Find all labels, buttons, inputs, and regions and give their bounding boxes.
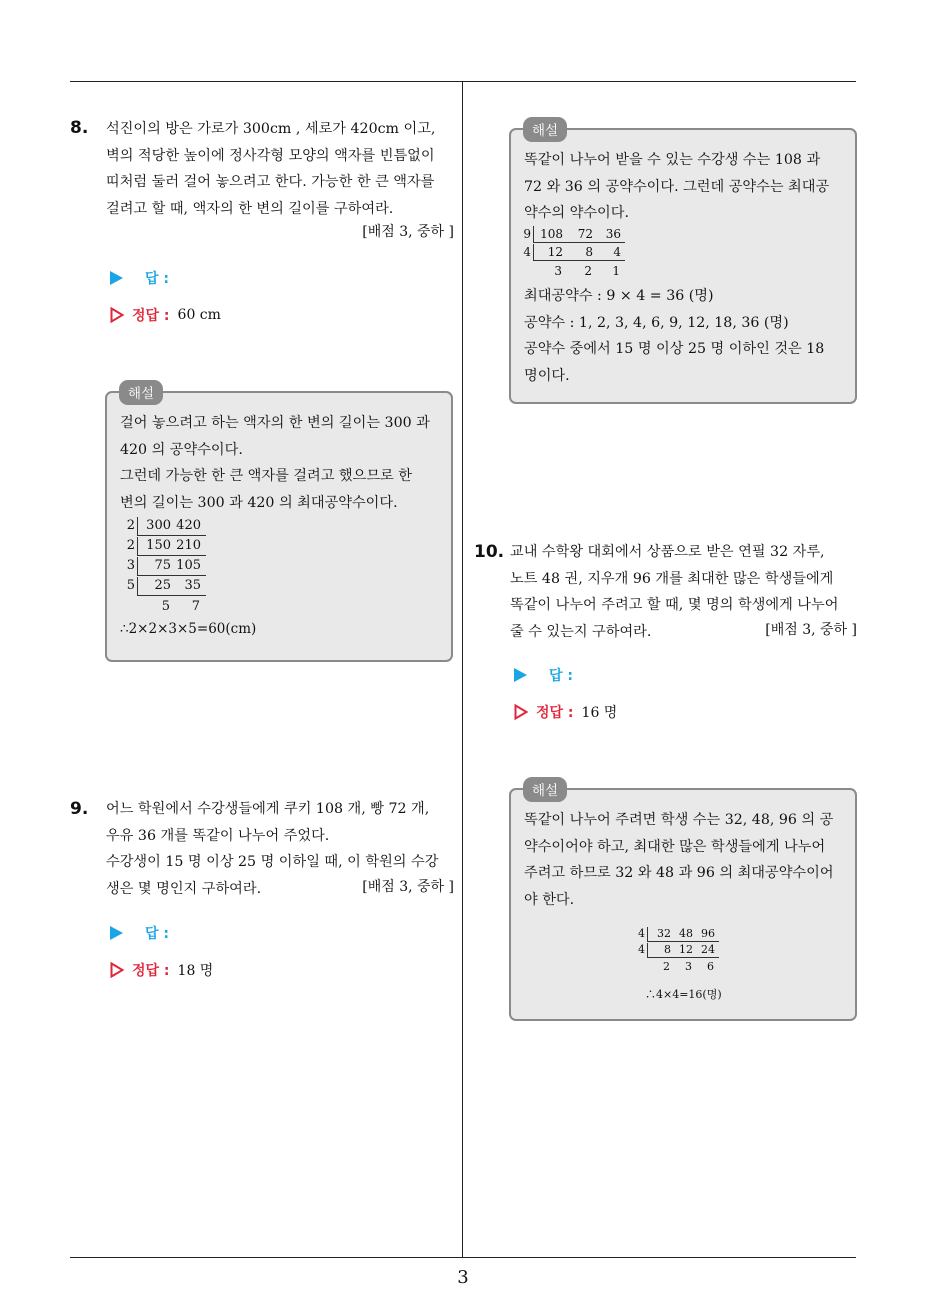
- question-9-correct-row: [110, 960, 213, 980]
- explanation-line: 야 한다.: [524, 891, 575, 908]
- divisor: 9: [523, 227, 531, 241]
- explanation-line: 약수이어야 하고, 최대한 많은 학생들에게 나누어: [524, 838, 826, 855]
- question-8-answer-row: [110, 268, 169, 288]
- page-number: 3: [457, 1267, 469, 1288]
- explanation-line: 걸어 놓으려고 하는 액자의 한 변의 길이는 300 과: [120, 415, 430, 431]
- division-value: 108: [540, 227, 563, 241]
- divisor: 4: [638, 943, 645, 956]
- division-row: [117, 596, 206, 616]
- division-value: 36: [605, 227, 621, 241]
- division-value: 1: [612, 264, 620, 278]
- division-value: 2: [663, 960, 670, 973]
- question-line: 어느 학원에서 수강생들에게 쿠키 108 개, 빵 72 개,: [106, 801, 430, 817]
- division-value: 105: [176, 558, 201, 573]
- division-value: 96: [701, 927, 715, 940]
- division-value: 420: [176, 518, 201, 533]
- division-row: [513, 261, 625, 279]
- correct-label: 정답 :: [132, 308, 170, 324]
- explanation-tag: 해설: [523, 117, 567, 142]
- question-8-text: [106, 116, 435, 222]
- division-row: [513, 243, 625, 261]
- division-row: [117, 556, 206, 576]
- divisor: 2: [126, 518, 135, 533]
- bottom-rule: [70, 1257, 856, 1258]
- explanation-line: 명이다.: [524, 367, 570, 384]
- correct-label: 정답 :: [536, 705, 574, 721]
- question-10-answer-row: [514, 665, 573, 685]
- explanation-text: [524, 147, 829, 227]
- division-row: [631, 942, 719, 958]
- question-line: 벽의 적당한 높이에 정사각형 모양의 액자를 빈틈없이: [106, 147, 435, 164]
- question-10-explanation-box: [509, 783, 857, 1021]
- question-10-number: 10.: [474, 542, 505, 562]
- division-value: 8: [664, 943, 671, 956]
- question-10-correct-row: [514, 702, 617, 722]
- explanation-line: 주려고 하므로 32 와 48 과 96 의 최대공약수이어: [524, 865, 834, 881]
- division-value: 12: [547, 245, 563, 259]
- division-value: 5: [161, 599, 170, 614]
- division-row: [117, 576, 206, 596]
- division-value: 32: [657, 927, 671, 940]
- play-icon: [110, 926, 123, 940]
- division-row: [117, 516, 206, 536]
- question-8-number: 8.: [70, 118, 89, 138]
- question-line: 띠처럼 둘러 걸어 놓으려고 한다. 가능한 한 큰 액자를: [106, 174, 435, 190]
- division-value: 24: [701, 943, 715, 956]
- explanation-line: 약수의 약수이다.: [524, 205, 629, 221]
- explanation-tag: 해설: [119, 380, 163, 405]
- division-value: 35: [184, 578, 201, 593]
- explanation-line: 똑같이 나누어 받을 수 있는 수강생 수는 108 과: [524, 152, 821, 168]
- question-line: 생은 몇 명인지 구하여라.: [106, 880, 262, 897]
- question-line: 걸려고 할 때, 액자의 한 변의 길이를 구하여라.: [106, 200, 394, 217]
- division-value: 7: [191, 599, 200, 614]
- explanation-line: 공약수 중에서 15 명 이상 25 명 이하인 것은 18: [524, 341, 825, 357]
- answer-label: 답 :: [145, 271, 169, 287]
- division-value: 3: [685, 960, 692, 973]
- play-icon: [110, 271, 123, 285]
- result-text: ∴2×2×3×5=60(cm): [120, 621, 257, 637]
- division-row: [631, 926, 719, 942]
- question-line: 노트 48 권, 지우개 96 개를 최대한 많은 학생들에게: [510, 570, 834, 587]
- division-row: [513, 225, 625, 243]
- division-row: [117, 536, 206, 556]
- answer-label: 답 :: [549, 668, 573, 684]
- outline-triangle-icon: [110, 962, 124, 978]
- top-rule: [70, 81, 856, 82]
- explanation-line: 72 와 36 의 공약수이다. 그런데 공약수는 최대공: [524, 178, 830, 195]
- play-icon: [514, 668, 527, 682]
- divisor: 2: [126, 538, 135, 553]
- question-8-explanation-box: [105, 386, 453, 662]
- explanation-line: 똑같이 나누어 주려면 학생 수는 32, 48, 96 의 공: [524, 812, 834, 828]
- correct-value: 18 명: [177, 963, 214, 979]
- explanation-line: 공약수 : 1, 2, 3, 4, 6, 9, 12, 18, 36 (명): [524, 314, 789, 331]
- correct-label: 정답 :: [132, 963, 170, 979]
- question-9-score: [배점 3, 중하 ]: [362, 879, 454, 895]
- question-line: 똑같이 나누어 주려고 할 때, 몇 명의 학생에게 나누어: [510, 597, 839, 613]
- division-value: 25: [154, 578, 171, 593]
- question-line: 석진이의 방은 가로가 300cm , 세로가 420cm 이고,: [106, 121, 436, 137]
- division-value: 4: [613, 245, 621, 259]
- division-value: 2: [584, 264, 592, 278]
- division-value: 75: [154, 558, 171, 573]
- division-value: 12: [679, 943, 693, 956]
- question-line: 줄 수 있는지 구하여라.: [510, 623, 652, 640]
- correct-value: 60 cm: [177, 307, 221, 323]
- question-9-number: 9.: [70, 799, 89, 819]
- division-value: 48: [679, 927, 693, 940]
- division-table: [631, 926, 719, 974]
- division-row: [631, 958, 719, 974]
- correct-value: 16 명: [581, 705, 618, 721]
- divisor: 5: [126, 578, 135, 593]
- division-table: [513, 225, 625, 279]
- column-divider: [462, 81, 463, 1257]
- divisor: 4: [638, 927, 645, 940]
- explanation-text: [524, 807, 834, 913]
- explanation-text-after: [524, 283, 824, 389]
- question-line: 교내 수학왕 대회에서 상품으로 받은 연필 32 자루,: [510, 544, 825, 560]
- division-table: [117, 516, 206, 616]
- division-value: 6: [707, 960, 714, 973]
- question-9-explanation-box: [509, 123, 857, 404]
- division-value: 72: [577, 227, 593, 241]
- question-line: 수강생이 15 명 이상 25 명 이하일 때, 이 학원의 수강: [106, 854, 439, 870]
- question-10-score: [배점 3, 중하 ]: [765, 622, 857, 638]
- explanation-line: 그런데 가능한 한 큰 액자를 걸려고 했으므로 한: [120, 468, 412, 484]
- result-text: ∴4×4=16(명): [645, 988, 722, 1001]
- question-8-score: [배점 3, 중하 ]: [362, 224, 454, 240]
- question-8-correct-row: [110, 305, 221, 325]
- explanation-line: 최대공약수 : 9 × 4 = 36 (명): [524, 288, 714, 304]
- divisor: 4: [523, 245, 531, 259]
- division-value: 210: [176, 538, 201, 553]
- division-value: 8: [585, 245, 593, 259]
- division-value: 300: [146, 518, 171, 533]
- explanation-text: [120, 410, 430, 516]
- outline-triangle-icon: [110, 307, 124, 323]
- division-value: 3: [554, 264, 562, 278]
- outline-triangle-icon: [514, 704, 528, 720]
- question-line: 우유 36 개를 똑같이 나누어 주었다.: [106, 827, 330, 844]
- explanation-tag: 해설: [523, 777, 567, 802]
- question-9-answer-row: [110, 923, 169, 943]
- explanation-line: 420 의 공약수이다.: [120, 441, 243, 458]
- divisor: 3: [126, 558, 135, 573]
- explanation-line: 변의 길이는 300 과 420 의 최대공약수이다.: [120, 494, 398, 511]
- answer-label: 답 :: [145, 926, 169, 942]
- division-value: 150: [146, 538, 171, 553]
